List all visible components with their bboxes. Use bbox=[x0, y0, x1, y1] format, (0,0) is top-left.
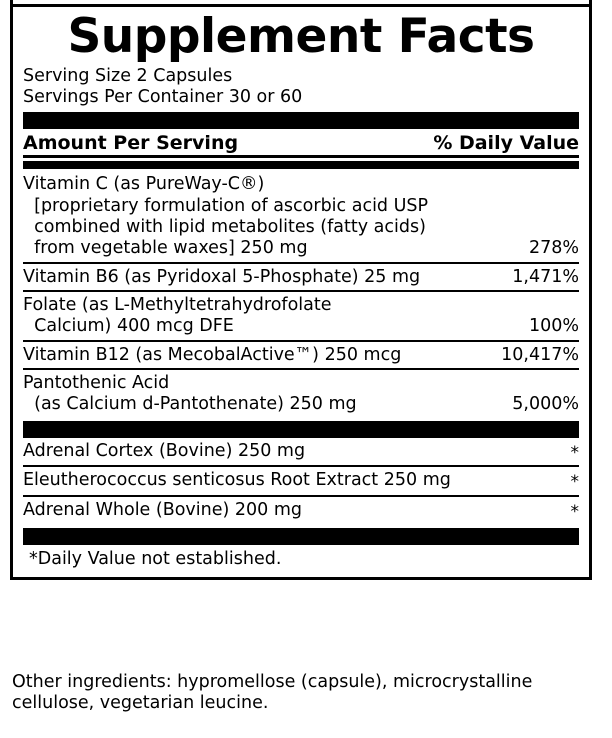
nutrient-name: Folate (as L-Methyltetrahydrofolate Calcium) 400 mcg DFE bbox=[23, 295, 332, 337]
nutrient-daily-value: 5,000% bbox=[512, 394, 579, 415]
ingredient-name: Eleutherococcus senticosus Root Extract 250 mg bbox=[23, 470, 451, 491]
ingredient-daily-value: * bbox=[570, 442, 579, 463]
ingredient-name: Adrenal Whole (Bovine) 200 mg bbox=[23, 500, 303, 521]
ingredient-daily-value: * bbox=[570, 472, 579, 493]
serving-info bbox=[13, 64, 589, 110]
divider-header-underline bbox=[23, 155, 579, 158]
nutrient-daily-value: 100% bbox=[528, 316, 579, 337]
table-row bbox=[23, 438, 579, 468]
nutrient-name: Vitamin B6 (as Pyridoxal 5-Phosphate) 25 mg bbox=[23, 266, 421, 287]
other-ingredients: Other ingredients: hypromellose (capsule), microcrystalline cellulose, vegetarian leucine. bbox=[12, 672, 533, 713]
divider-thick-middle bbox=[23, 421, 579, 438]
divider-thick-bottom bbox=[23, 528, 579, 545]
serving-size: Serving Size 2 Capsules bbox=[23, 66, 233, 86]
header-daily-value-label: % Daily Value bbox=[433, 132, 579, 155]
table-row bbox=[23, 171, 579, 263]
nutrient-daily-value: 10,417% bbox=[501, 344, 579, 365]
amount-per-serving-header bbox=[13, 129, 589, 155]
table-row bbox=[23, 370, 579, 418]
divider-thick-top bbox=[23, 112, 579, 129]
table-row bbox=[23, 467, 579, 497]
blend-list bbox=[13, 438, 589, 525]
nutrient-list bbox=[13, 171, 589, 417]
header-amount-label: Amount Per Serving bbox=[23, 132, 239, 155]
table-row bbox=[23, 342, 579, 370]
table-row bbox=[23, 264, 579, 292]
servings-per-container: Servings Per Container 30 or 60 bbox=[23, 86, 303, 107]
page-title: Supplement Facts bbox=[67, 9, 535, 64]
ingredient-daily-value: * bbox=[570, 502, 579, 523]
daily-value-footnote: *Daily Value not established. bbox=[29, 548, 282, 569]
nutrient-daily-value: 1,471% bbox=[512, 266, 579, 287]
table-row bbox=[23, 497, 579, 525]
supplement-facts-panel bbox=[10, 4, 592, 580]
nutrient-name: Pantothenic Acid (as Calcium d-Pantothenate) 250 mg bbox=[23, 373, 357, 415]
ingredient-name: Adrenal Cortex (Bovine) 250 mg bbox=[23, 440, 306, 461]
nutrient-name: Vitamin C (as PureWay-C®) [proprietary formulation of ascorbic acid USP combined with lipid metabolites (fatty acids) from vegetable waxes] 250 mg bbox=[23, 174, 429, 259]
table-row bbox=[23, 292, 579, 342]
nutrient-name: Vitamin B12 (as MecobalActive™) 250 mcg bbox=[23, 344, 402, 365]
divider-medium bbox=[23, 161, 579, 169]
nutrient-daily-value: 278% bbox=[528, 238, 579, 259]
